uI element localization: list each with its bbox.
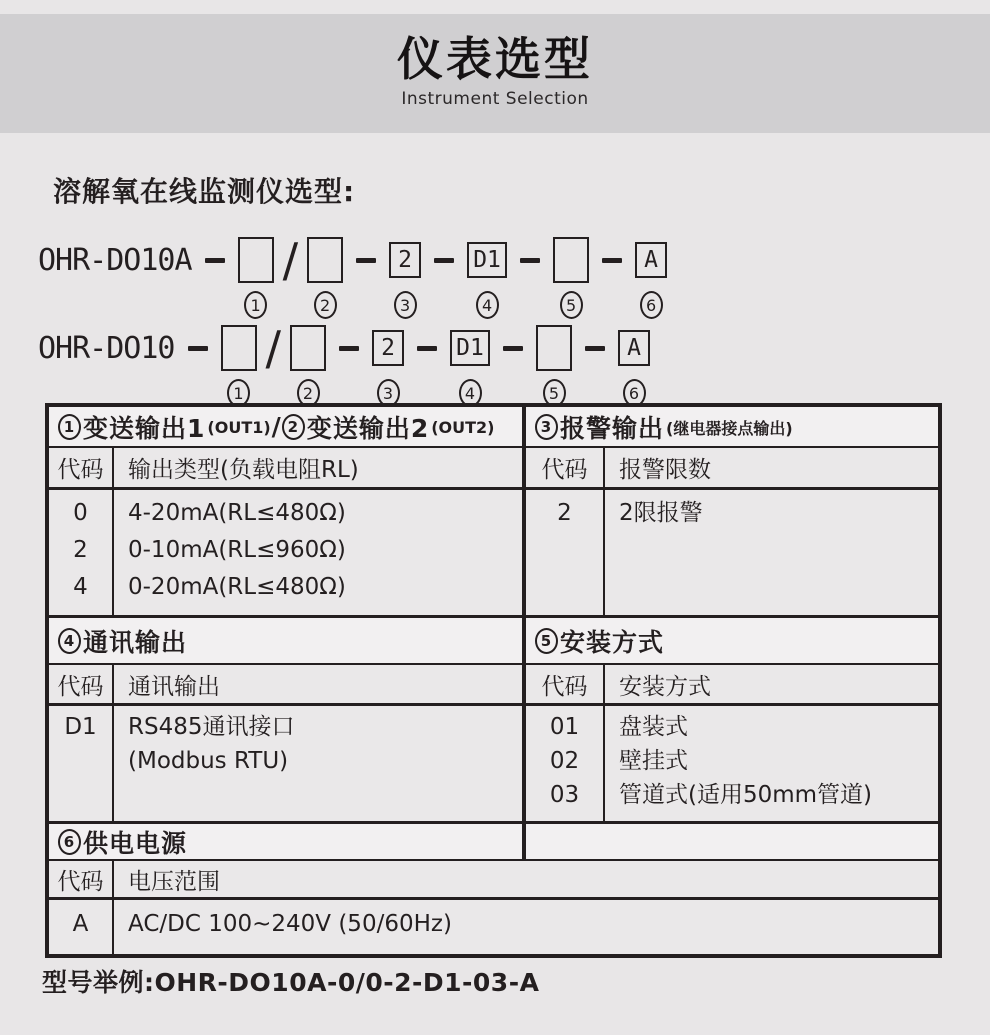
- code-box: [553, 237, 589, 283]
- table-cell: 4: [73, 574, 88, 600]
- col-header-comm-output: 通讯输出: [114, 665, 526, 706]
- circled-number: 5: [560, 291, 583, 319]
- col-header-code: 代码: [526, 665, 605, 706]
- circled-number: 6: [623, 379, 646, 407]
- table-cell: 0-10mA(RL≤960Ω): [128, 537, 346, 563]
- circled-number: 1: [58, 414, 81, 440]
- model-slot: [307, 237, 343, 319]
- model-slot: [450, 325, 490, 407]
- output-code-list: [49, 490, 114, 618]
- output-type-list: [114, 490, 526, 618]
- table-cell: 2限报警: [619, 500, 703, 526]
- alarm-value-list: [605, 490, 938, 618]
- section-header-output1-2: 1 变送输出1 (OUT1) / 2 变送输出2 (OUT2): [49, 407, 526, 448]
- model-slot: [536, 325, 572, 407]
- model-slot: [467, 237, 507, 319]
- table-cell: 4-20mA(RL≤480Ω): [128, 500, 346, 526]
- col-header-voltage-range: 电压范围: [114, 861, 938, 900]
- model-slot: [618, 325, 650, 407]
- table-cell: 01: [549, 714, 580, 740]
- circled-number: 3: [535, 414, 558, 440]
- table-cell: 管道式(适用50mm管道): [619, 782, 873, 808]
- col-header-code: 代码: [526, 448, 605, 490]
- table-cell: D1: [64, 714, 97, 740]
- code-box: [221, 325, 257, 371]
- circled-number: 5: [543, 379, 566, 407]
- slash-separator: /: [265, 321, 281, 375]
- circled-number: 5: [535, 628, 558, 654]
- model-slot: [290, 325, 326, 407]
- section-header-comm-output: 4 通讯输出: [49, 618, 526, 665]
- selection-heading: 溶解氧在线监测仪选型:: [53, 175, 356, 208]
- model-line-ohr-do10: [38, 321, 650, 407]
- code-box: 2: [372, 330, 404, 366]
- example-model-line: [42, 963, 539, 999]
- model-name: OHR-DO10A: [38, 242, 192, 278]
- col-header-mounting: 安装方式: [605, 665, 938, 706]
- col-header-alarm-limits: 报警限数: [605, 448, 938, 490]
- circled-number: 4: [476, 291, 499, 319]
- comm-value-list: [114, 706, 526, 824]
- dash-separator: [339, 346, 359, 351]
- dash-separator: [585, 346, 605, 351]
- circled-number: 4: [58, 628, 81, 654]
- dash-separator: [188, 346, 208, 351]
- dash-separator: [356, 258, 376, 263]
- table-cell: 0: [73, 500, 88, 526]
- code-box: [536, 325, 572, 371]
- circled-number: 2: [314, 291, 337, 319]
- circled-number: 3: [394, 291, 417, 319]
- slash-separator: /: [282, 233, 299, 287]
- code-box: 2: [389, 242, 421, 278]
- col-header-code: 代码: [49, 665, 114, 706]
- circled-number: 1: [244, 291, 267, 319]
- comm-code-list: [49, 706, 114, 824]
- section-header-alarm-output: 3 报警输出 (继电器接点输出): [526, 407, 938, 448]
- table-cell: (Modbus RTU): [128, 748, 289, 774]
- model-line-ohr-do10a: [38, 233, 667, 319]
- table-cell: 0-20mA(RL≤480Ω): [128, 574, 346, 600]
- code-box: [238, 237, 274, 283]
- model-slot: [553, 237, 589, 319]
- model-slot: [635, 237, 667, 319]
- code-box: A: [635, 242, 667, 278]
- model-slot: [372, 325, 404, 407]
- dash-separator: [520, 258, 540, 263]
- section-header-mounting: 5 安装方式: [526, 618, 938, 665]
- table-cell: 2: [557, 500, 572, 526]
- circled-number: 4: [459, 379, 482, 407]
- circled-number: 6: [640, 291, 663, 319]
- dash-separator: [434, 258, 454, 263]
- code-box: A: [618, 330, 650, 366]
- table-cell: 02: [549, 748, 580, 774]
- code-box: [307, 237, 343, 283]
- section-header-power-supply: 6 供电电源: [49, 824, 526, 861]
- dash-separator: [205, 258, 225, 263]
- table-cell: 盘装式: [619, 714, 688, 740]
- circled-number: 6: [58, 829, 81, 855]
- col-header-output-type: 输出类型(负载电阻RL): [114, 448, 526, 490]
- page-header-banner: [0, 14, 990, 133]
- model-slot: [238, 237, 274, 319]
- model-name: OHR-DO10: [38, 330, 175, 366]
- page-subtitle: Instrument Selection: [401, 88, 589, 109]
- example-value: OHR-DO10A-0/0-2-D1-03-A: [154, 968, 540, 997]
- empty-cell: [526, 824, 938, 861]
- table-cell: 壁挂式: [619, 748, 688, 774]
- dash-separator: [602, 258, 622, 263]
- code-box: D1: [467, 242, 507, 278]
- dash-separator: [417, 346, 437, 351]
- dash-separator: [503, 346, 523, 351]
- table-cell: RS485通讯接口: [128, 714, 295, 740]
- circled-number: 2: [282, 414, 305, 440]
- mounting-value-list: [605, 706, 938, 824]
- circled-number: 1: [227, 379, 250, 407]
- col-header-code: 代码: [49, 861, 114, 900]
- example-label: 型号举例:: [42, 968, 155, 997]
- selection-table: [45, 403, 942, 958]
- model-slot: [221, 325, 257, 407]
- code-box: D1: [450, 330, 490, 366]
- alarm-code-list: [526, 490, 605, 618]
- mounting-code-list: [526, 706, 605, 824]
- circled-number: 2: [297, 379, 320, 407]
- power-value: AC/DC 100~240V (50/60Hz): [128, 911, 452, 937]
- col-header-code: 代码: [49, 448, 114, 490]
- page-title: 仪表选型: [397, 32, 593, 86]
- model-slot: [389, 237, 421, 319]
- table-cell: 2: [73, 537, 88, 563]
- power-code: A: [49, 900, 114, 954]
- table-cell: 03: [549, 782, 580, 808]
- circled-number: 3: [377, 379, 400, 407]
- code-box: [290, 325, 326, 371]
